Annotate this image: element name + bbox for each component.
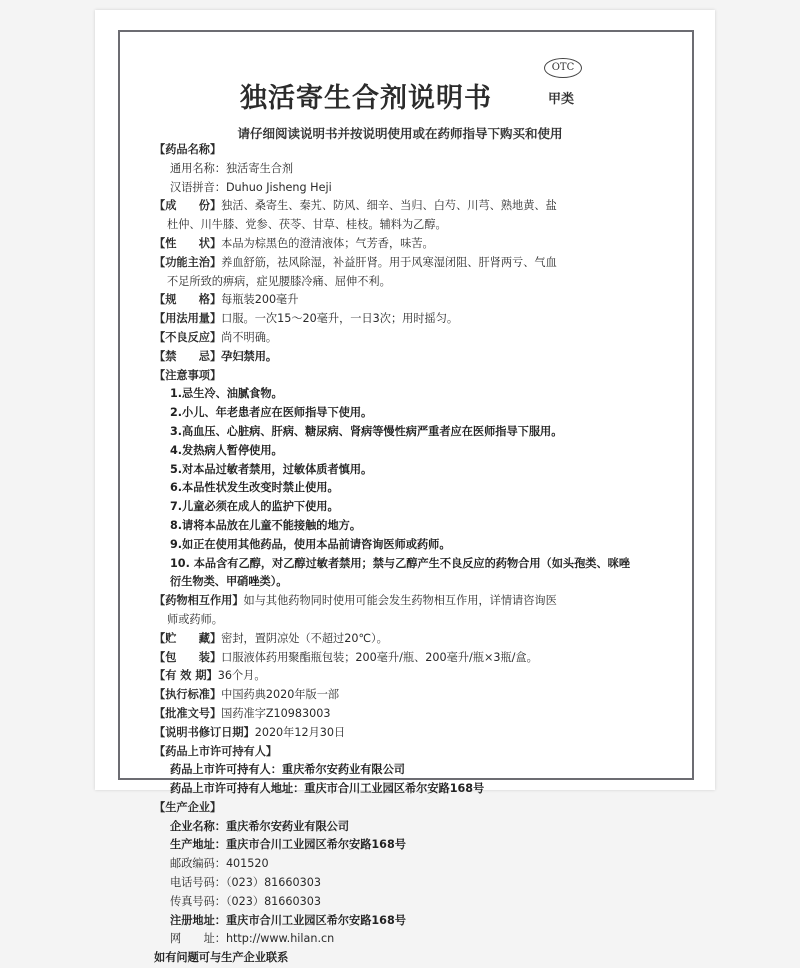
note-item: 3.高血压、心脏病、肝病、糖尿病、肾病等慢性病严重者应在医师指导下服用。: [170, 424, 563, 438]
registered-address: 注册地址：重庆市合川工业园区希尔安路168号: [170, 913, 406, 927]
note-item: 9.如正在使用其他药品，使用本品前请咨询医师或药师。: [170, 537, 451, 551]
manufacturer-name: 企业名称：重庆希尔安药业有限公司: [170, 819, 350, 833]
contraindication-line: 【禁 忌】孕妇禁用。: [154, 349, 278, 363]
note-item: 4.发热病人暂停使用。: [170, 443, 283, 457]
notes-header: 【注意事项】: [154, 368, 222, 382]
adverse-line: 【不良反应】尚不明确。: [154, 330, 278, 344]
mah-address: 药品上市许可持有人地址：重庆市合川工业园区希尔安路168号: [170, 782, 485, 796]
pinyin-name: 汉语拼音：Duhuo Jisheng Heji: [170, 180, 332, 194]
contact-note: 如有问题可与生产企业联系: [154, 951, 289, 965]
usage-notice: 请仔细阅读说明书并按说明使用或在药师指导下购买和使用: [237, 126, 563, 141]
note-item: 7.儿童必须在成人的监护下使用。: [170, 500, 339, 514]
interaction-line-1: 【药物相互作用】如与其他药物同时使用可能会发生药物相互作用，详情请咨询医: [154, 594, 557, 608]
indication-line-2: 不足所致的痹病，症见腰膝冷痛、屈伸不利。: [167, 274, 391, 288]
postcode: 邮政编码：401520: [170, 857, 269, 871]
mah-header: 【药品上市许可持有人】: [154, 744, 278, 758]
character-line: 【性 状】本品为棕黑色的澄清液体；气芳香，味苦。: [154, 236, 434, 250]
standard-line: 【执行标准】中国药典2020年版一部: [154, 688, 340, 702]
document-title: 独活寄生合剂说明书: [240, 83, 492, 114]
manufacturer-header: 【生产企业】: [154, 800, 222, 814]
indication-line-1: 【功能主治】养血舒筋，祛风除湿，补益肝肾。用于风寒湿闭阻、肝肾两亏、气血: [154, 255, 557, 269]
category-label: 甲类: [548, 92, 575, 107]
otc-badge: OTC: [544, 58, 582, 78]
usage-line: 【用法用量】口服。一次15～20毫升，一日3次；用时摇匀。: [154, 312, 459, 326]
note-item: 1.忌生冷、油腻食物。: [170, 387, 283, 401]
phone-number: 电话号码：（023）81660303: [170, 876, 322, 890]
composition-line-2: 杜仲、川牛膝、党参、茯苓、甘草、桂枝。辅料为乙醇。: [167, 218, 447, 232]
spec-line: 【规 格】每瓶装200毫升: [154, 293, 299, 307]
note-item: 2.小儿、年老患者应在医师指导下使用。: [170, 406, 373, 420]
note-item: 5.对本品过敏者禁用，过敏体质者慎用。: [170, 462, 373, 476]
note-item: 6.本品性状发生改变时禁止使用。: [170, 481, 339, 495]
note-item: 10. 本品含有乙醇，对乙醇过敏者禁用；禁与乙醇产生不良反应的药物合用（如头孢类、咪唑衍生物类、甲硝唑类）。: [170, 556, 631, 589]
composition-line-1: 【成 份】独活、桑寄生、秦艽、防风、细辛、当归、白芍、川芎、熟地黄、盐: [154, 199, 557, 213]
storage-line: 【贮 藏】密封，置阴凉处（不超过20℃）。: [154, 631, 388, 645]
fax-number: 传真号码：（023）81660303: [170, 894, 322, 908]
note-item: 8.请将本品放在儿童不能接触的地方。: [170, 518, 362, 532]
validity-line: 【有 效 期】36个月。: [154, 669, 266, 683]
package-line: 【包 装】口服液体药用聚酯瓶包装；200毫升/瓶、200毫升/瓶×3瓶/盒。: [154, 650, 538, 664]
mah-name: 药品上市许可持有人：重庆希尔安药业有限公司: [170, 763, 405, 777]
approval-line: 【批准文号】国药准字Z10983003: [154, 706, 331, 720]
generic-name: 通用名称：独活寄生合剂: [170, 161, 294, 175]
drug-name-header: 【药品名称】: [154, 143, 222, 156]
leaflet-body: [154, 141, 632, 968]
manufacturer-address: 生产地址：重庆市合川工业园区希尔安路168号: [170, 838, 406, 852]
revision-line: 【说明书修订日期】2020年12月30日: [154, 725, 346, 739]
interaction-line-2: 师或药师。: [167, 612, 223, 626]
website: 网 址：http://www.hilan.cn: [170, 932, 335, 946]
